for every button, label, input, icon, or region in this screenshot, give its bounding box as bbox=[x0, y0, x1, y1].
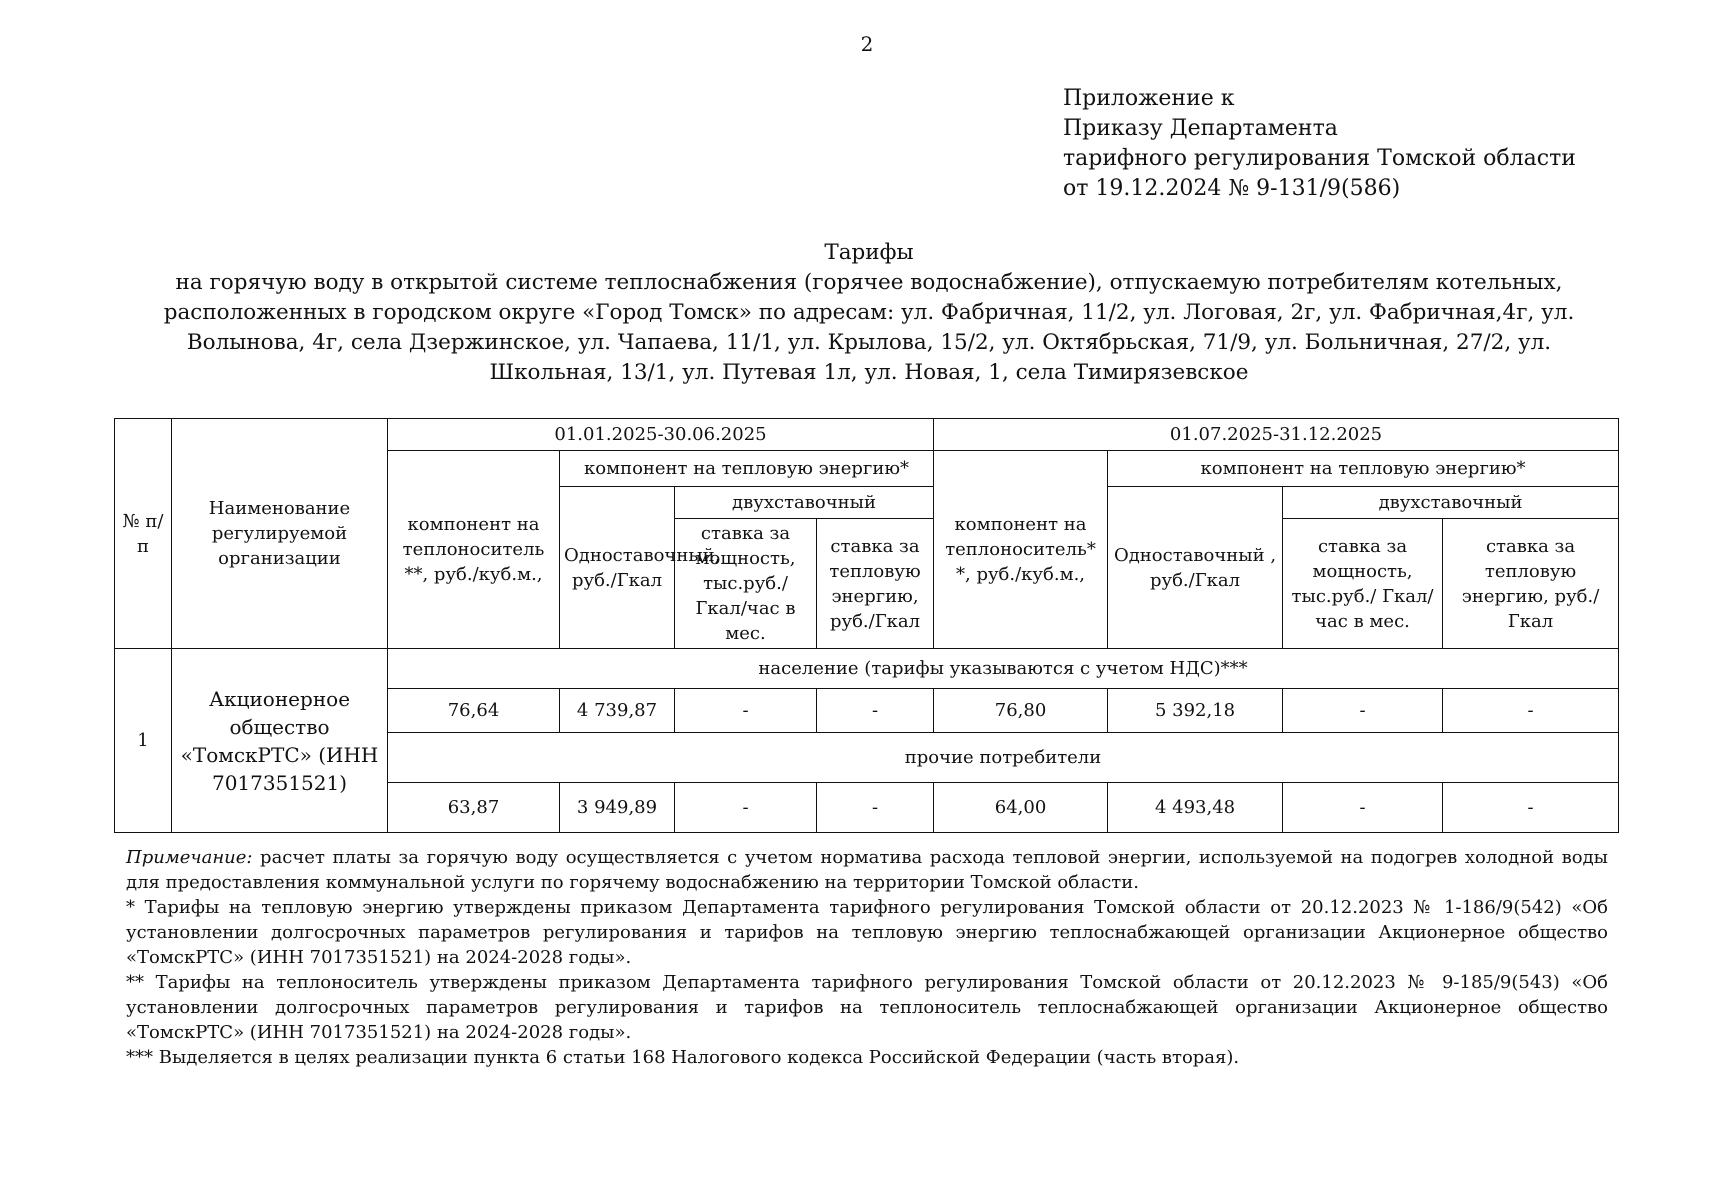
header-period-2: 01.07.2025-31.12.2025 bbox=[934, 419, 1619, 451]
value-cell: 76,64 bbox=[388, 689, 560, 733]
header-p2-two-rate: двухставочный bbox=[1283, 487, 1619, 519]
value-cell: 63,87 bbox=[388, 783, 560, 833]
value-cell: - bbox=[675, 783, 817, 833]
value-cell: - bbox=[1443, 689, 1619, 733]
header-p2-single-rate: Одноставочный , руб./Гкал bbox=[1108, 487, 1283, 649]
header-p2-energy-rate: ставка за тепловую энергию, руб./Гкал bbox=[1443, 519, 1619, 649]
notes-block bbox=[126, 845, 1608, 1070]
section-row-population bbox=[115, 649, 1619, 689]
header-p2-coolant: компонент на теплоноситель* *, руб./куб.м., bbox=[934, 451, 1108, 649]
tariff-table bbox=[114, 418, 1619, 833]
note-label: Примечание: bbox=[126, 847, 253, 868]
appendix-line-1: Приложение к bbox=[1063, 86, 1235, 111]
header-p1-capacity-rate: ставка за мощность, тыс.руб./ Гкал/час в мес. bbox=[675, 519, 817, 649]
row-org: Акционерное общество «ТомскРТС» (ИНН 7017351521) bbox=[172, 649, 388, 833]
appendix-line-3: тарифного регулирования Томской области bbox=[1063, 146, 1576, 171]
value-cell: 5 392,18 bbox=[1108, 689, 1283, 733]
value-cell: - bbox=[1283, 689, 1443, 733]
appendix-line-2: Приказу Департамента bbox=[1063, 116, 1338, 141]
footnote-3: *** Выделяется в целях реализации пункта 6 статьи 168 Налогового кодекса Российской Федерации (часть вторая). bbox=[126, 1047, 1240, 1068]
header-p2-heat-component: компонент на тепловую энергию* bbox=[1108, 451, 1619, 487]
appendix-header bbox=[1063, 84, 1576, 204]
header-p2-capacity-rate: ставка за мощность, тыс.руб./ Гкал/час в мес. bbox=[1283, 519, 1443, 649]
header-p1-single-rate: Одноставочный, руб./Гкал bbox=[560, 487, 675, 649]
value-cell: - bbox=[1443, 783, 1619, 833]
header-num: № п/п bbox=[115, 419, 172, 649]
value-cell: 76,80 bbox=[934, 689, 1108, 733]
header-row-periods bbox=[115, 419, 1619, 451]
note-paragraph bbox=[126, 845, 1608, 895]
header-period-1: 01.01.2025-30.06.2025 bbox=[388, 419, 934, 451]
value-cell: 3 949,89 bbox=[560, 783, 675, 833]
value-cell: - bbox=[817, 783, 934, 833]
appendix-line-4: от 19.12.2024 № 9-131/9(586) bbox=[1063, 176, 1401, 201]
page-number: 2 bbox=[860, 32, 874, 56]
title-heading: Тарифы bbox=[824, 240, 914, 265]
footnote-1: * Тарифы на тепловую энергию утверждены приказом Департамента тарифного регулирования Томской области от 20.12.2023 № 1-186/9(542) «Об установлении долгосрочных параметров регулирования и тарифов на тепловую энергию теплоснабжающей организации Акционерное общество «ТомскРТС» (ИНН 7017351521) на 2024-2028 годы». bbox=[126, 897, 1608, 968]
section-other-label: прочие потребители bbox=[388, 733, 1619, 783]
header-p1-coolant: компонент на теплоноситель **, руб./куб.м., bbox=[388, 451, 560, 649]
row-num: 1 bbox=[115, 649, 172, 833]
header-p1-heat-component: компонент на тепловую энергию* bbox=[560, 451, 934, 487]
value-cell: - bbox=[675, 689, 817, 733]
header-p1-energy-rate: ставка за тепловую энергию, руб./Гкал bbox=[817, 519, 934, 649]
header-org: Наименование регулируемой организации bbox=[172, 419, 388, 649]
value-cell: 4 493,48 bbox=[1108, 783, 1283, 833]
note-text: расчет платы за горячую воду осуществляется с учетом норматива расхода тепловой энергии, используемой на подогрев холодной воды для предоставления коммунальной услуги по горячему водоснабжению на территории Томской области. bbox=[126, 847, 1608, 893]
section-population-label: население (тарифы указываются с учетом НДС)*** bbox=[388, 649, 1619, 689]
value-cell: - bbox=[1283, 783, 1443, 833]
header-p1-two-rate: двухставочный bbox=[675, 487, 934, 519]
document-title bbox=[130, 238, 1608, 388]
value-cell: 64,00 bbox=[934, 783, 1108, 833]
footnote-2: ** Тарифы на теплоноситель утверждены приказом Департамента тарифного регулирования Томской области от 20.12.2023 № 9-185/9(543) «Об установлении долгосрочных параметров регулирования и тарифов на теплоноситель теплоснабжающей организации Акционерное общество «ТомскРТС» (ИНН 7017351521) на 2024-2028 годы». bbox=[126, 972, 1608, 1043]
title-subtitle: на горячую воду в открытой системе теплоснабжения (горячее водоснабжение), отпускаемую потребителям котельных, расположенных в городском округе «Город Томск» по адресам: ул. Фабричная, 11/2, ул. Логовая, 2г, ул. Фабричная,4г, ул. Волынова, 4г, села Дзержинское, ул. Чапаева, 11/1, ул. Крылова, 15/2, ул. Октябрьская, 71/9, ул. Больничная, 27/2, ул. Школьная, 13/1, ул. Путевая 1л, ул. Новая, 1, села Тимирязевское bbox=[163, 270, 1575, 385]
value-cell: 4 739,87 bbox=[560, 689, 675, 733]
value-cell: - bbox=[817, 689, 934, 733]
